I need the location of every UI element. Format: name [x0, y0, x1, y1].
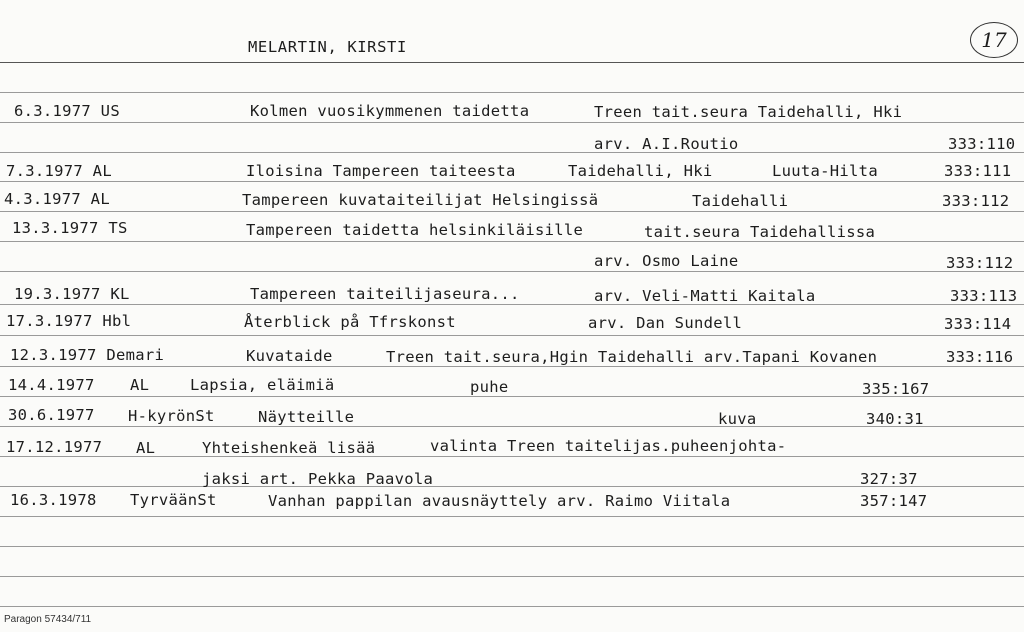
- entry-reviewer: arv. Dan Sundell: [588, 314, 743, 332]
- rule-line: [0, 576, 1024, 577]
- entry-reference: 333:116: [946, 348, 1014, 366]
- entry-title: Yhteishenkeä lisää: [202, 439, 376, 457]
- entry-organizer: tait.seura Taidehallissa: [644, 223, 876, 241]
- entry-title: Kuvataide: [246, 347, 333, 365]
- entry-reference: 357:147: [860, 492, 928, 510]
- entry-reviewer: Luuta-Hilta: [772, 162, 878, 180]
- entry-date: 14.4.1977: [8, 376, 95, 394]
- entry-date: 19.3.1977 KL: [14, 285, 130, 303]
- card-number: 17: [970, 22, 1018, 58]
- rule-line: [0, 366, 1024, 367]
- entry-date: 7.3.1977 AL: [6, 162, 112, 180]
- entry-title: Tampereen taidetta helsinkiläisille: [246, 221, 584, 239]
- entry-reference: 335:167: [862, 380, 930, 398]
- entry-title: Tampereen taiteilijaseura...: [250, 285, 520, 303]
- entry-title: Vanhan pappilan avausnäyttely arv. Raimo Viitala: [268, 492, 731, 510]
- entry-paper: AL: [136, 439, 156, 457]
- entry-date: 6.3.1977 US: [14, 102, 120, 120]
- rule-line: [0, 335, 1024, 336]
- entry-reviewer: arv. A.I.Routio: [594, 135, 739, 153]
- entry-title: Iloisina Tampereen taiteesta: [246, 162, 516, 180]
- entry-date: 30.6.1977: [8, 406, 95, 424]
- rule-line: [0, 546, 1024, 547]
- rule-line: [0, 271, 1024, 272]
- entry-paper: H-kyrönSt: [128, 407, 215, 425]
- entry-reference: 333:112: [946, 254, 1014, 272]
- entry-paper: TyrväänSt: [130, 491, 217, 509]
- entry-title: Kolmen vuosikymmenen taidetta: [250, 102, 530, 120]
- rule-line: [0, 211, 1024, 212]
- entry-paper: AL: [130, 376, 150, 394]
- rule-line: [0, 92, 1024, 93]
- entry-reviewer: arv. Osmo Laine: [594, 252, 739, 270]
- header-rule: [0, 62, 1024, 63]
- entry-kind: kuva: [718, 410, 757, 428]
- entry-title: Näytteille: [258, 408, 355, 426]
- entry-date: 17.12.1977: [6, 438, 103, 456]
- entry-venue: Taidehalli: [692, 192, 789, 210]
- entry-kind: puhe: [470, 378, 509, 396]
- entry-date: 17.3.1977 Hbl: [6, 312, 132, 330]
- card-name: MELARTIN, KIRSTI: [248, 38, 407, 56]
- entry-reference: 333:113: [950, 287, 1018, 305]
- entry-reviewer: arv. Veli-Matti Kaitala: [594, 287, 816, 305]
- entry-reference: 327:37: [860, 470, 918, 488]
- entry-date: 16.3.1978: [10, 491, 97, 509]
- rule-line: [0, 122, 1024, 123]
- entry-reference: 333:112: [942, 192, 1010, 210]
- rule-line: [0, 606, 1024, 607]
- entry-title: Återblick på Tfrskonst: [244, 313, 456, 331]
- entry-title: Lapsia, eläimiä: [190, 376, 335, 394]
- entry-date: 4.3.1977 AL: [4, 190, 110, 208]
- entry-organizer: jaksi art. Pekka Paavola: [202, 470, 434, 488]
- rule-line: [0, 304, 1024, 305]
- entry-reference: 333:114: [944, 315, 1012, 333]
- entry-title: Tampereen kuvataiteilijat Helsingissä: [242, 191, 599, 209]
- entry-reference: 333:110: [948, 135, 1016, 153]
- entry-organizer: Treen tait.seura,Hgin Taidehalli arv.Tapani Kovanen: [386, 348, 878, 366]
- entry-venue: Taidehalli, Hki: [568, 162, 713, 180]
- entry-date: 13.3.1977 TS: [12, 219, 128, 237]
- entry-reference: 333:111: [944, 162, 1012, 180]
- rule-line: [0, 152, 1024, 153]
- entry-date: 12.3.1977 Demari: [10, 346, 165, 364]
- card-footer: Paragon 57434/711: [4, 614, 92, 625]
- rule-line: [0, 516, 1024, 517]
- rule-line: [0, 241, 1024, 242]
- entry-reference: 340:31: [866, 410, 924, 428]
- rule-line: [0, 181, 1024, 182]
- entry-organizer: valinta Treen taitelijas.puheenjohta-: [430, 437, 787, 455]
- entry-organizer: Treen tait.seura Taidehalli, Hki: [594, 103, 903, 121]
